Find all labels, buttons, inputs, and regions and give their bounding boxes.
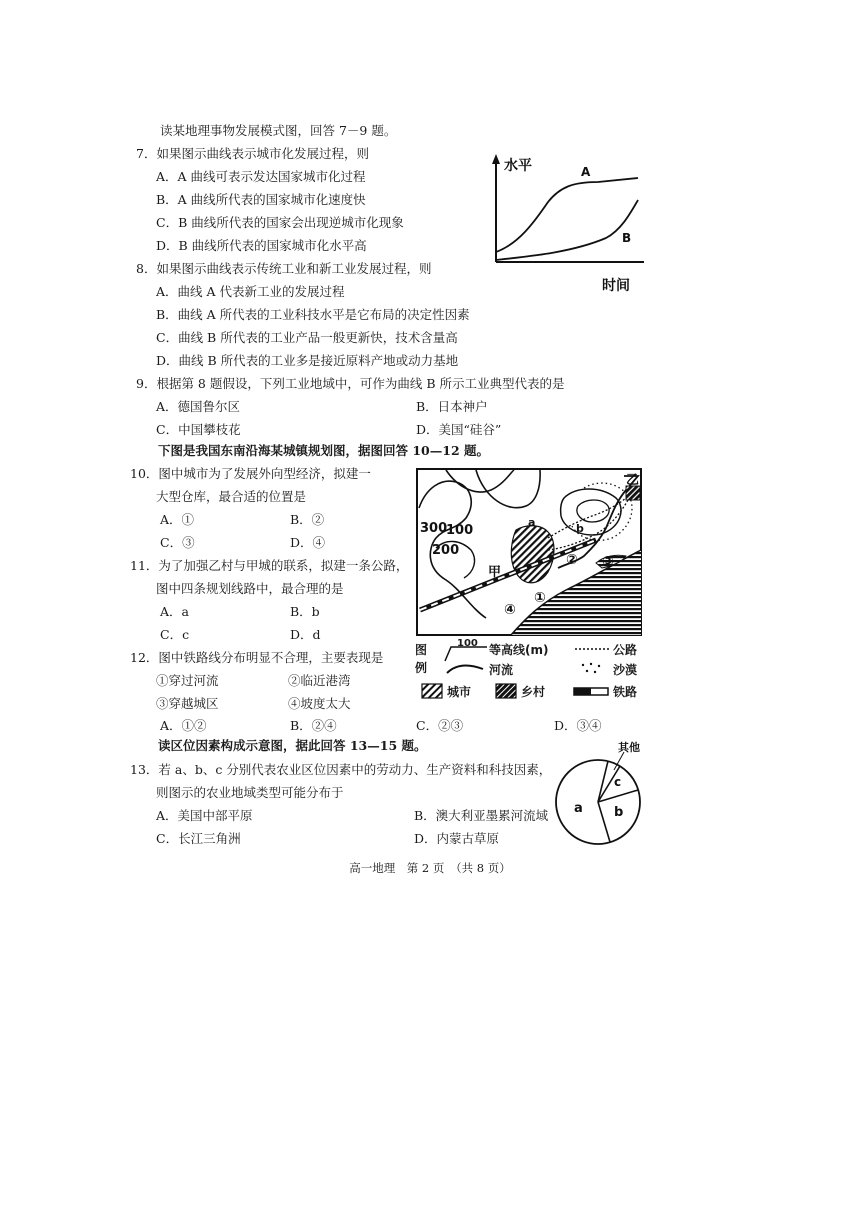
curve-b — [496, 200, 638, 260]
q12-stem: 12．图中铁路线分布明显不合理，主要表现是 — [130, 650, 384, 665]
q9-option-c: C．中国攀枝花 — [156, 422, 241, 437]
legend-road-label: 公路 — [613, 643, 638, 657]
pie-slice-other-label: 其他 — [618, 741, 640, 754]
legend-village-label: 乡村 — [521, 685, 546, 699]
q12-option-d: D．③④ — [554, 718, 602, 733]
legend-city-label: 城市 — [447, 685, 472, 699]
q10-option-c: C．③ — [160, 535, 195, 550]
contour-label-300: 300 — [420, 521, 448, 536]
route-a-label: a — [528, 516, 536, 529]
location-factor-pie — [552, 742, 652, 852]
site-3-label: ③ — [602, 554, 614, 570]
railway-sample-icon — [573, 687, 609, 697]
q11-option-c: C．c — [160, 627, 190, 642]
q8-option-d: D．曲线 B 所代表的工业多是接近原料产地或动力基地 — [156, 353, 459, 368]
legend-railway-label: 铁路 — [613, 685, 638, 699]
desert-sample-icon — [575, 661, 607, 675]
city-sample-icon — [421, 683, 443, 699]
contour-label-200: 200 — [432, 543, 460, 558]
q7-stem: 7．如果图示曲线表示城市化发展过程，则 — [136, 146, 369, 161]
q11-option-a: A．a — [160, 604, 189, 619]
curve-a-label: A — [581, 165, 591, 179]
q13-option-b: B．澳大利亚墨累河流域 — [414, 808, 549, 823]
y-axis-arrow-icon — [492, 154, 500, 164]
q13-option-a: A．美国中部平原 — [156, 808, 253, 823]
page-footer: 高一地理 第 2 页 （共 8 页） — [349, 861, 511, 875]
q13-stem-line2: 则图示的农业地域类型可能分布于 — [156, 785, 344, 800]
q7-option-b: B．A 曲线所代表的国家城市化速度快 — [156, 192, 366, 207]
q12-option-b: B．②④ — [290, 718, 337, 733]
q12-statement-4: ④坡度太大 — [288, 696, 351, 711]
q10-stem-line1: 10．图中城市为了发展外向型经济，拟建一 — [130, 466, 371, 481]
q7-option-c: C．B 曲线所代表的国家会出现逆城市化现象 — [156, 215, 404, 230]
q12-statement-1: ①穿过河流 — [156, 673, 219, 688]
city-jia-label: 甲 — [488, 565, 502, 580]
q12-option-c: C．②③ — [416, 718, 464, 733]
q7-option-a: A．A 曲线可表示发达国家城市化过程 — [156, 169, 366, 184]
village-yi — [626, 486, 640, 500]
q10-option-b: B．② — [290, 512, 325, 527]
q8-stem: 8．如果图示曲线表示传统工业和新工业发展过程，则 — [136, 261, 432, 276]
section-intro-10-12: 下图是我国东南沿海某城镇规划图，据图回答 10—12 题。 — [158, 443, 489, 458]
q12-statement-3: ③穿越城区 — [156, 696, 219, 711]
legend-river-label: 河流 — [489, 663, 514, 677]
q8-option-c: C．曲线 B 所代表的工业产品一般更新快，技术含量高 — [156, 330, 458, 345]
q10-option-d: D．④ — [290, 535, 326, 550]
site-4-label: ④ — [504, 602, 516, 618]
river-sample-icon — [445, 661, 485, 675]
q12-statement-2: ②临近港湾 — [288, 673, 351, 688]
pie-slice-b-label: b — [614, 805, 624, 820]
curve-a — [496, 178, 638, 252]
graph-xlabel: 时间 — [602, 278, 630, 294]
q11-stem-line2: 图中四条规划线路中，最合理的是 — [156, 581, 344, 596]
site-1-label: ① — [534, 590, 546, 606]
q8-option-a: A．曲线 A 代表新工业的发展过程 — [156, 284, 345, 299]
town-planning-map — [416, 468, 642, 636]
route-b-label: b — [576, 522, 584, 535]
section-intro-7-9: 读某地理事物发展模式图，回答 7－9 题。 — [160, 123, 397, 138]
village-sample-icon — [495, 683, 517, 699]
q11-option-b: B．b — [290, 604, 320, 619]
q13-stem-line1: 13．若 a、b、c 分别代表农业区位因素中的劳动力、生产资料和科技因素， — [130, 762, 552, 777]
q8-option-b: B．曲线 A 所代表的工业科技水平是它布局的决定性因素 — [156, 307, 470, 322]
road-sample-icon — [575, 645, 609, 653]
q9-stem: 9．根据第 8 题假设，下列工业地域中，可作为曲线 B 所示工业典型代表的是 — [136, 376, 565, 391]
legend-desert-label: 沙漠 — [613, 663, 638, 677]
pie-slice-c-label: c — [614, 775, 622, 789]
q7-option-d: D．B 曲线所代表的国家城市化水平高 — [156, 238, 367, 253]
site-2-label: ② — [566, 552, 578, 568]
q11-option-d: D．d — [290, 627, 321, 642]
pie-slice-a-label: a — [574, 801, 583, 816]
village-yi-label: 乙 — [626, 473, 640, 488]
legend-contour-sample-value: 100 — [457, 638, 478, 649]
legend-contour-label: 等高线(m) — [489, 643, 549, 657]
graph-ylabel: 水平 — [504, 158, 532, 174]
q9-option-d: D．美国“硅谷” — [416, 422, 502, 437]
q12-option-a: A．①② — [160, 718, 207, 733]
development-model-graph — [488, 152, 648, 298]
section-intro-13-15: 读区位因素构成示意图，据此回答 13—15 题。 — [158, 738, 427, 753]
q11-stem-line1: 11．为了加强乙村与甲城的联系，拟建一条公路， — [130, 558, 409, 573]
contour-label-100: 100 — [446, 523, 474, 538]
q10-stem-line2: 大型仓库，最合适的位置是 — [156, 489, 307, 504]
q13-option-c: C．长江三角洲 — [156, 831, 241, 846]
q9-option-a: A．德国鲁尔区 — [156, 399, 241, 414]
legend-title-li: 例 — [415, 661, 428, 675]
curve-b-label: B — [622, 231, 632, 245]
q9-option-b: B．日本神户 — [416, 399, 488, 414]
legend-title-tu: 图 — [415, 643, 428, 657]
q10-option-a: A．① — [160, 512, 195, 527]
q13-option-d: D．内蒙古草原 — [414, 831, 500, 846]
map-legend — [415, 638, 645, 701]
